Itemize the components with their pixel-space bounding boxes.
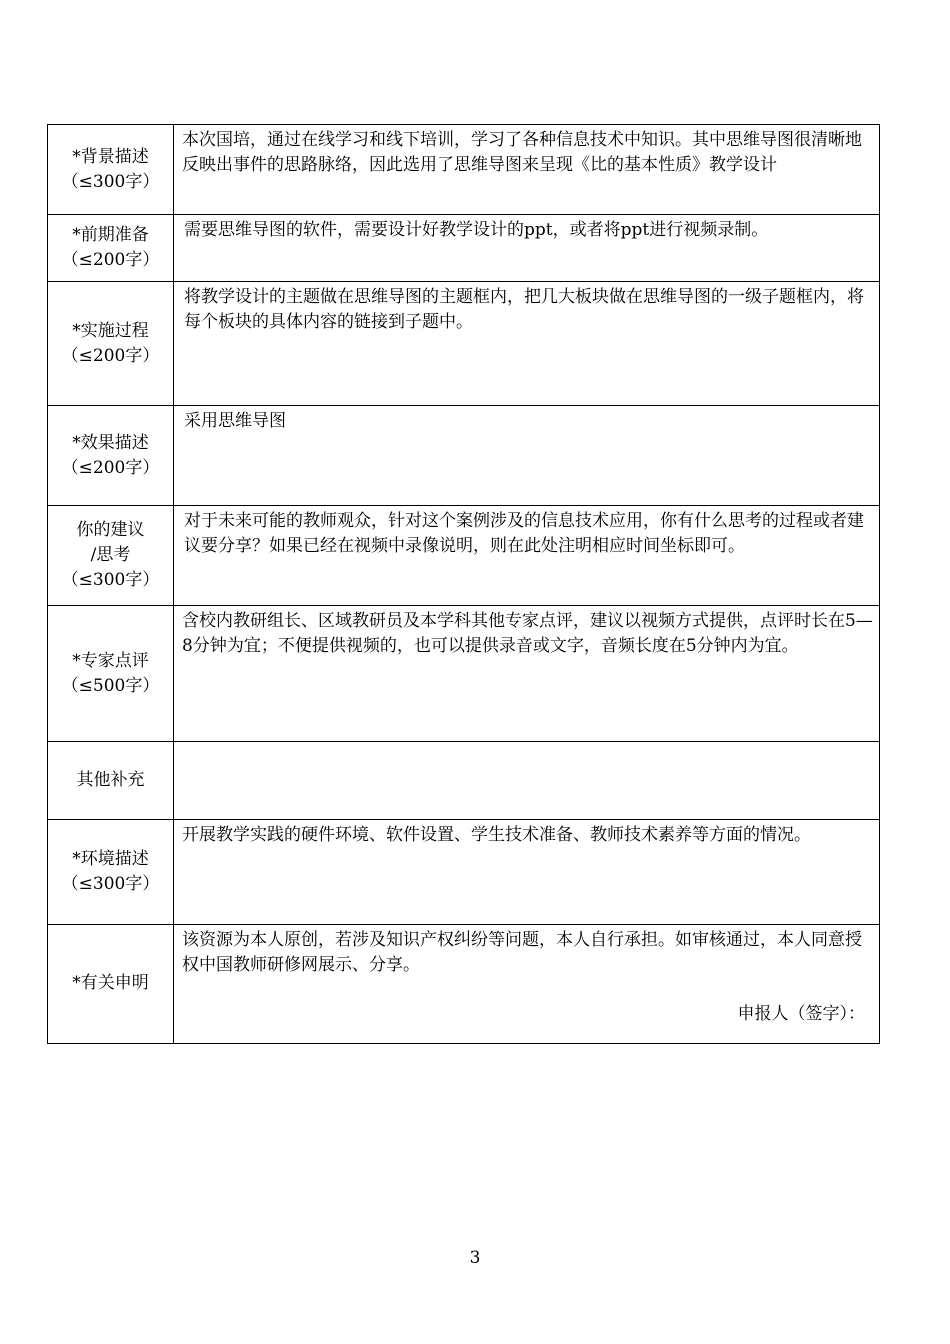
row-label-title: 你的建议 [76,520,145,540]
row-label-limit: （≤200字） [61,345,160,366]
application-form-table [47,124,880,1044]
row-label [48,282,174,406]
row-label-title: *背景描述 [72,146,149,167]
row-label-limit: （≤500字） [61,675,160,696]
row-label-title: *效果描述 [72,432,149,453]
row-label-title: *前期准备 [72,225,149,245]
form-row-effect [48,406,880,506]
row-label [48,742,174,820]
row-content[interactable]: 将教学设计的主题做在思维导图的主题框内，把几大板块做在思维导图的一级子题框内，将每个板块的具体内容的链接到子题中。 [174,282,880,406]
row-label [48,406,174,506]
form-row-suggestion [48,506,880,606]
row-label [48,215,174,282]
form-row-expert-review [48,606,880,742]
row-label [48,606,174,742]
row-label-limit: （≤200字） [61,457,160,478]
row-content[interactable]: 本次国培，通过在线学习和线下培训，学习了各种信息技术中知识。其中思维导图很清晰地反映出事件的思路脉络，因此选用了思维导图来呈现《比的基本性质》教学设计 [174,125,880,215]
row-content[interactable]: 采用思维导图 [174,406,880,506]
row-label [48,925,174,1044]
form-row-other [48,742,880,820]
form-row-declaration [48,925,880,1044]
row-label-title: *有关申明 [72,973,149,993]
row-label-title: *环境描述 [72,849,149,869]
row-content[interactable]: 对于未来可能的教师观众，针对这个案例涉及的信息技术应用，你有什么思考的过程或者建议要分享？如果已经在视频中录像说明，则在此处注明相应时间坐标即可。 [174,506,880,606]
row-label-limit: （≤300字） [61,171,160,192]
row-content[interactable] [174,742,880,820]
page-number: 3 [469,1248,481,1268]
row-label-title: *专家点评 [72,650,149,671]
form-row-background [48,125,880,215]
row-content[interactable]: 需要思维导图的软件，需要设计好教学设计的ppt，或者将ppt进行视频录制。 [174,215,880,282]
row-label-subtitle: /思考 [90,545,131,565]
row-label-title: 其他补充 [76,770,145,790]
row-label-limit: （≤300字） [61,570,160,590]
declaration-text: 该资源为本人原创，若涉及知识产权纠纷等问题，本人自行承担。如审核通过，本人同意授权中国教师研修网展示、分享。 [182,930,862,975]
row-label [48,125,174,215]
form-row-preparation [48,215,880,282]
row-label-limit: （≤300字） [61,874,160,894]
form-row-environment [48,820,880,925]
row-label-limit: （≤200字） [61,250,160,270]
signature-line: 申报人（签字）： [737,1004,865,1024]
row-label-title: *实施过程 [72,320,149,341]
row-content[interactable] [174,925,880,1044]
row-label [48,506,174,606]
row-content[interactable]: 含校内教研组长、区域教研员及本学科其他专家点评，建议以视频方式提供，点评时长在5—8分钟为宜；不便提供视频的，也可以提供录音或文字，音频长度在5分钟内为宜。 [174,606,880,742]
form-row-implementation [48,282,880,406]
row-content[interactable]: 开展教学实践的硬件环境、软件设置、学生技术准备、教师技术素养等方面的情况。 [174,820,880,925]
row-label [48,820,174,925]
